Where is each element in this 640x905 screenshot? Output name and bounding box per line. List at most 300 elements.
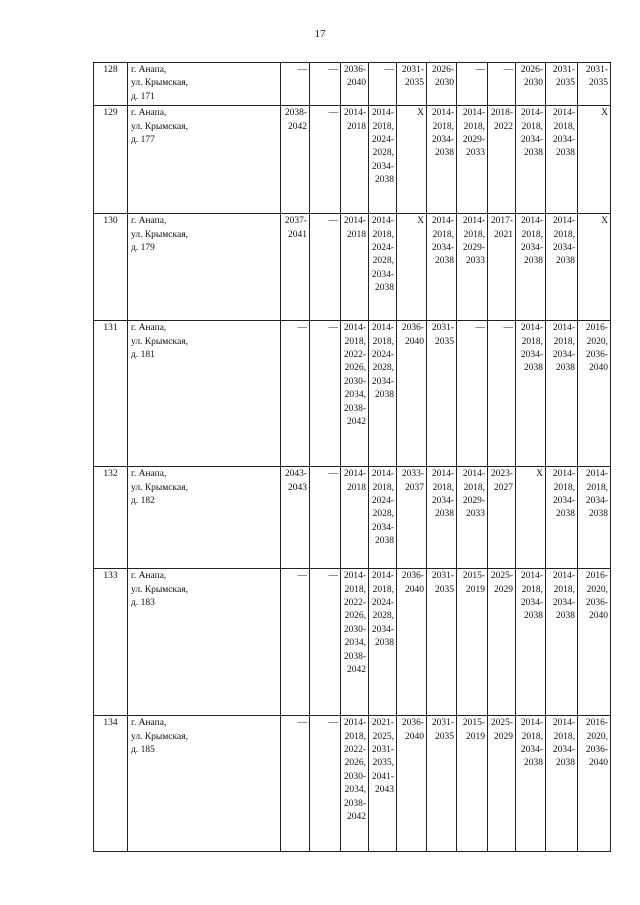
period-cell	[281, 321, 310, 467]
period-cell	[546, 569, 578, 716]
period-line: 2014-	[552, 108, 575, 119]
period-line: 2031-	[552, 65, 575, 75]
address-line: ул. Крымская,	[131, 229, 188, 240]
address-line: г. Анапа,	[131, 216, 167, 227]
row-number-cell: 128	[94, 63, 128, 106]
period-line: 2029-	[462, 496, 485, 507]
period-line: 2038	[435, 148, 454, 159]
period-line: 2038	[375, 283, 394, 294]
period-line: 2040	[589, 611, 608, 622]
period-line: 2031-	[431, 718, 454, 729]
period-cell	[488, 214, 516, 321]
repair-schedule-table	[93, 62, 611, 852]
period-line: 2038	[375, 638, 394, 649]
period-line: 2018,	[372, 121, 394, 132]
period-line: 2035	[556, 78, 575, 89]
period-line: 2034-	[552, 496, 575, 507]
period-line: 2034-	[371, 522, 394, 533]
period-cell	[310, 467, 341, 569]
period-line: 2014-	[343, 108, 366, 119]
period-cell	[457, 106, 488, 214]
period-cell	[310, 214, 341, 321]
table-row	[94, 63, 611, 106]
period-line: 2034-	[552, 135, 575, 146]
period-line: 2034-	[431, 496, 454, 507]
period-line: 2034,	[344, 638, 366, 649]
period-line: 2016-	[585, 571, 608, 582]
period-line: 2018	[347, 482, 366, 493]
period-line: 2014-	[552, 571, 575, 582]
period-cell	[310, 716, 341, 852]
period-line: 2026,	[344, 611, 366, 622]
period-line: 2030	[524, 78, 543, 89]
period-line: 2038	[556, 758, 575, 769]
period-cell	[341, 321, 369, 467]
period-line: 2014-	[431, 108, 454, 119]
period-line: —	[475, 65, 485, 75]
address-cell	[128, 106, 281, 214]
period-line: 2034-	[552, 598, 575, 609]
period-line: 2043-	[284, 469, 307, 480]
period-cell	[369, 63, 397, 106]
period-line: 2014-	[552, 216, 575, 227]
period-line: 2022-	[343, 745, 366, 756]
period-line: 2014-	[552, 469, 575, 480]
period-line: 2037-	[284, 216, 307, 227]
period-line: 2031-	[401, 65, 424, 75]
period-line: 2036-	[401, 571, 424, 582]
period-line: 2034-	[552, 745, 575, 756]
period-line: 2018,	[463, 229, 485, 240]
period-cell	[341, 716, 369, 852]
period-line: 2040	[347, 78, 366, 89]
address-cell	[128, 716, 281, 852]
period-line: 2035	[435, 731, 454, 742]
period-cell	[578, 214, 611, 321]
period-line: 2034-	[371, 161, 394, 172]
period-line: 2024-	[371, 350, 394, 361]
address-line: д. 182	[131, 496, 155, 507]
period-cell	[281, 467, 310, 569]
period-cell	[488, 106, 516, 214]
period-line: 2036-	[585, 598, 608, 609]
period-line: 2034-	[585, 496, 608, 507]
period-line: 2028,	[372, 363, 394, 374]
period-line: 2015-	[462, 571, 485, 582]
period-cell	[281, 63, 310, 106]
period-cell	[369, 321, 397, 467]
period-line: 2034-	[431, 243, 454, 254]
period-cell	[369, 214, 397, 321]
period-line: 2018,	[372, 482, 394, 493]
period-line: 2036-	[401, 323, 424, 334]
period-cell	[397, 321, 427, 467]
period-line: 2018,	[432, 229, 454, 240]
period-line: 2037	[405, 482, 424, 493]
period-line: 2018,	[344, 336, 366, 347]
period-line: 2034-	[520, 745, 543, 756]
period-line: 2018,	[372, 336, 394, 347]
period-line: 2033-	[401, 469, 424, 480]
period-line: 2015-	[462, 718, 485, 729]
period-line: —	[328, 718, 338, 729]
period-line: 2034-	[371, 269, 394, 280]
period-line: 2014-	[520, 323, 543, 334]
period-line: 2030	[435, 78, 454, 89]
period-line: 2040	[589, 363, 608, 374]
period-line: 2042	[288, 121, 307, 132]
period-line: 2034-	[520, 135, 543, 146]
period-cell	[310, 63, 341, 106]
period-line: 2031-	[371, 745, 394, 756]
period-line: 2018,	[553, 336, 575, 347]
period-line: 2014-	[552, 718, 575, 729]
period-line: 2038	[524, 611, 543, 622]
period-line: 2038	[556, 256, 575, 267]
period-cell	[457, 569, 488, 716]
period-line: 2014-	[343, 571, 366, 582]
period-line: 2038	[556, 611, 575, 622]
address-line: ул. Крымская,	[131, 78, 188, 89]
address-line: д. 181	[131, 350, 155, 361]
period-line: 2029-	[462, 243, 485, 254]
period-cell	[457, 716, 488, 852]
address-line: ул. Крымская,	[131, 121, 188, 132]
period-line: 2026-	[520, 65, 543, 75]
period-line: 2016-	[585, 718, 608, 729]
period-line: 2029	[494, 731, 513, 742]
period-line: 2034-	[520, 598, 543, 609]
period-cell	[516, 467, 546, 569]
address-cell	[128, 321, 281, 467]
table-row	[94, 716, 611, 852]
period-line: 2018,	[521, 584, 543, 595]
period-line: 2018,	[521, 731, 543, 742]
period-line: 2014-	[520, 718, 543, 729]
period-cell	[341, 106, 369, 214]
period-line: 2041	[288, 229, 307, 240]
period-cell	[546, 716, 578, 852]
period-line: 2018	[347, 121, 366, 132]
period-line: 2042	[347, 665, 366, 676]
period-line: 2018,	[553, 482, 575, 493]
period-line: 2018,	[521, 229, 543, 240]
period-line: 2026-	[431, 65, 454, 75]
period-line: 2035	[589, 78, 608, 89]
row-number-cell: 132	[94, 467, 128, 569]
period-cell	[516, 716, 546, 852]
period-line: 2014-	[343, 216, 366, 227]
period-line: 2021-	[371, 718, 394, 729]
period-cell	[427, 467, 457, 569]
period-line: Х	[536, 469, 543, 480]
period-cell	[427, 321, 457, 467]
period-line: 2014-	[431, 469, 454, 480]
period-line: 2028,	[372, 611, 394, 622]
period-line: 2038-	[343, 798, 366, 809]
period-line: 2038	[556, 363, 575, 374]
period-line: 2014-	[343, 323, 366, 334]
period-line: 2038	[524, 148, 543, 159]
period-cell	[281, 214, 310, 321]
period-line: 2038-	[284, 108, 307, 119]
period-line: 2042	[347, 812, 366, 823]
period-cell	[397, 467, 427, 569]
period-cell	[488, 63, 516, 106]
period-line: 2040	[405, 731, 424, 742]
period-line: 2022-	[343, 350, 366, 361]
period-line: 2034-	[520, 350, 543, 361]
period-cell	[369, 716, 397, 852]
period-cell	[427, 63, 457, 106]
period-line: 2029-	[462, 135, 485, 146]
period-line: 2038	[375, 390, 394, 401]
period-line: 2014-	[520, 108, 543, 119]
period-line: 2018,	[586, 482, 608, 493]
period-line: Х	[601, 108, 608, 119]
period-line: 2014-	[371, 469, 394, 480]
period-line: 2035,	[372, 758, 394, 769]
period-line: 2018,	[344, 584, 366, 595]
period-cell	[281, 106, 310, 214]
period-cell	[427, 106, 457, 214]
period-cell	[427, 716, 457, 852]
period-line: Х	[417, 216, 424, 227]
period-cell	[457, 214, 488, 321]
period-cell	[516, 569, 546, 716]
row-number-cell: 131	[94, 321, 128, 467]
address-line: г. Анапа,	[131, 323, 167, 334]
period-line: 2024-	[371, 598, 394, 609]
period-cell	[310, 321, 341, 467]
period-cell	[488, 569, 516, 716]
period-cell	[369, 467, 397, 569]
period-line: 2014-	[371, 571, 394, 582]
period-line: 2023-	[490, 469, 513, 480]
period-cell	[369, 569, 397, 716]
address-line: г. Анапа,	[131, 571, 167, 582]
period-line: 2024-	[371, 496, 394, 507]
address-line: д. 183	[131, 598, 155, 609]
period-line: 2014-	[462, 469, 485, 480]
period-line: 2018,	[372, 584, 394, 595]
period-cell	[341, 214, 369, 321]
period-line: 2034,	[344, 390, 366, 401]
period-cell	[578, 467, 611, 569]
period-line: 2018,	[553, 121, 575, 132]
period-cell	[341, 467, 369, 569]
period-line: 2025-	[490, 718, 513, 729]
period-line: 2034-	[371, 624, 394, 635]
period-cell	[397, 63, 427, 106]
period-line: 2014-	[371, 216, 394, 227]
period-line: 2017-	[490, 216, 513, 227]
period-cell	[397, 569, 427, 716]
period-line: 2034-	[552, 350, 575, 361]
period-cell	[488, 716, 516, 852]
address-line: ул. Крымская,	[131, 584, 188, 595]
period-line: 2038	[556, 509, 575, 520]
period-line: 2030-	[343, 376, 366, 387]
period-cell	[427, 214, 457, 321]
period-line: 2038	[435, 256, 454, 267]
period-line: 2014-	[520, 571, 543, 582]
period-line: —	[328, 108, 338, 119]
period-line: 2024-	[371, 243, 394, 254]
period-line: 2025-	[490, 571, 513, 582]
period-line: 2031-	[431, 323, 454, 334]
period-cell	[310, 106, 341, 214]
period-cell	[488, 321, 516, 467]
period-line: 2041-	[371, 771, 394, 782]
address-line: ул. Крымская,	[131, 731, 188, 742]
period-line: 2014-	[371, 323, 394, 334]
period-cell	[457, 321, 488, 467]
address-line: ул. Крымская,	[131, 336, 188, 347]
table-row	[94, 467, 611, 569]
address-line: ул. Крымская,	[131, 482, 188, 493]
period-line: 2019	[466, 584, 485, 595]
period-cell	[546, 214, 578, 321]
period-line: 2014-	[585, 469, 608, 480]
period-line: 2031-	[585, 65, 608, 75]
period-line: —	[328, 323, 338, 334]
period-line: 2028,	[372, 148, 394, 159]
period-line: Х	[601, 216, 608, 227]
period-line: 2027	[494, 482, 513, 493]
period-cell	[546, 467, 578, 569]
period-cell	[578, 716, 611, 852]
period-line: 2034,	[344, 785, 366, 796]
period-line: 2035	[405, 78, 424, 89]
address-cell	[128, 467, 281, 569]
address-line: г. Анапа,	[131, 469, 167, 480]
period-line: 2014-	[462, 216, 485, 227]
period-line: Х	[417, 108, 424, 119]
period-line: 2018,	[553, 584, 575, 595]
period-line: 2040	[405, 336, 424, 347]
period-cell	[546, 321, 578, 467]
period-line: 2038	[524, 256, 543, 267]
period-cell	[310, 569, 341, 716]
period-line: 2014-	[431, 216, 454, 227]
period-cell	[578, 106, 611, 214]
period-line: 2018,	[372, 229, 394, 240]
period-line: —	[475, 323, 485, 334]
period-cell	[546, 106, 578, 214]
period-line: 2018,	[553, 731, 575, 742]
period-cell	[578, 569, 611, 716]
period-line: 2014-	[552, 323, 575, 334]
address-line: д. 171	[131, 91, 155, 102]
period-line: 2034-	[552, 243, 575, 254]
period-line: 2033	[466, 509, 485, 520]
period-cell	[397, 214, 427, 321]
period-line: 2018,	[553, 229, 575, 240]
period-cell	[397, 716, 427, 852]
address-line: д. 185	[131, 745, 155, 756]
period-line: 2028,	[372, 509, 394, 520]
period-cell	[516, 63, 546, 106]
period-line: 2025,	[372, 731, 394, 742]
period-line: 2018	[347, 229, 366, 240]
period-cell	[281, 569, 310, 716]
period-cell	[457, 467, 488, 569]
period-line: 2026,	[344, 363, 366, 374]
period-line: 2016-	[585, 323, 608, 334]
period-line: —	[328, 469, 338, 480]
period-line: 2014-	[462, 108, 485, 119]
address-line: д. 179	[131, 243, 155, 254]
period-line: 2038	[524, 363, 543, 374]
period-line: 2036-	[585, 745, 608, 756]
table-body	[94, 63, 611, 852]
address-line: г. Анапа,	[131, 108, 167, 119]
period-cell	[427, 569, 457, 716]
period-line: 2020,	[586, 584, 608, 595]
period-line: 2035	[435, 336, 454, 347]
page-number: 17	[314, 28, 326, 40]
period-cell	[516, 321, 546, 467]
period-line: 2020,	[586, 731, 608, 742]
table-row	[94, 106, 611, 214]
period-line: 2038	[375, 536, 394, 547]
period-line: 2014-	[371, 108, 394, 119]
row-number-cell: 130	[94, 214, 128, 321]
period-line: 2038	[524, 758, 543, 769]
period-line: 2034-	[431, 135, 454, 146]
period-line: —	[503, 65, 513, 75]
period-line: 2035	[435, 584, 454, 595]
table-row	[94, 569, 611, 716]
address-line: г. Анапа,	[131, 718, 167, 729]
period-line: —	[328, 216, 338, 227]
period-line: 2018,	[344, 731, 366, 742]
period-line: 2030-	[343, 624, 366, 635]
period-line: 2024-	[371, 135, 394, 146]
period-cell	[516, 106, 546, 214]
address-cell	[128, 569, 281, 716]
period-line: 2031-	[431, 571, 454, 582]
period-line: 2034-	[371, 376, 394, 387]
period-line: —	[297, 323, 307, 334]
period-line: 2038-	[343, 651, 366, 662]
period-cell	[516, 214, 546, 321]
address-cell	[128, 63, 281, 106]
period-line: 2038	[375, 175, 394, 186]
period-line: 2030-	[343, 771, 366, 782]
period-line: 2038	[556, 148, 575, 159]
period-cell	[281, 716, 310, 852]
row-number-cell: 134	[94, 716, 128, 852]
period-line: 2042	[347, 417, 366, 428]
period-line: 2026,	[344, 758, 366, 769]
period-cell	[341, 63, 369, 106]
period-line: 2038	[589, 509, 608, 520]
address-cell	[128, 214, 281, 321]
row-number-cell: 133	[94, 569, 128, 716]
period-line: 2018,	[521, 336, 543, 347]
table-row	[94, 214, 611, 321]
period-line: —	[328, 65, 338, 75]
period-line: —	[328, 571, 338, 582]
period-cell	[369, 106, 397, 214]
period-line: 2029	[494, 584, 513, 595]
period-cell	[546, 63, 578, 106]
period-line: 2018,	[432, 121, 454, 132]
row-number-cell: 129	[94, 106, 128, 214]
address-line: г. Анапа,	[131, 65, 167, 75]
